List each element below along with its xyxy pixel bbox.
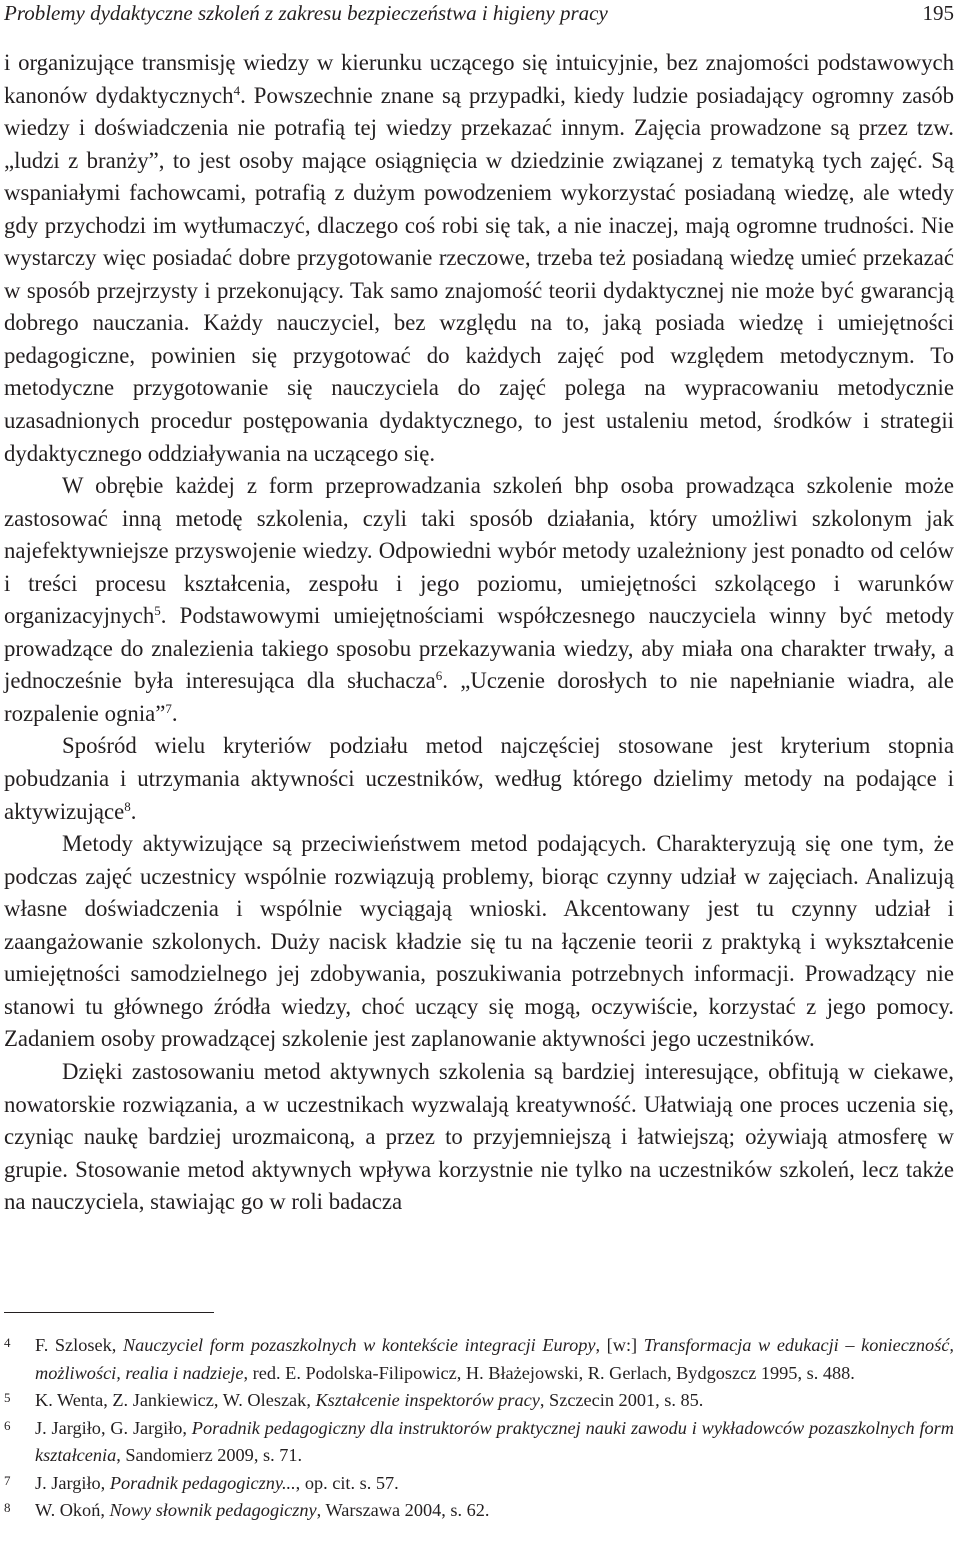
footnote-reference: 6 (435, 668, 443, 684)
footnote-number: 6 (4, 1417, 11, 1433)
text-run: i organizujące transmisję wiedzy w kierunku uczącego się intuicyjnie, bez znajomości podstawowych kanonów dydaktycznych (4, 50, 954, 108)
text-run: , op. cit. s. 57. (295, 1472, 399, 1493)
body-paragraph (4, 470, 954, 730)
body-text (4, 47, 954, 1219)
footnote-reference: 7 (165, 700, 172, 716)
footnote-reference: 5 (154, 603, 161, 619)
running-title: Problemy dydaktyczne szkoleń z zakresu bezpieczeństwa i higieny pracy (4, 1, 608, 25)
footnote (4, 1332, 954, 1387)
italic-title: Kształcenie inspektorów pracy (315, 1390, 540, 1410)
text-run: Spośród wielu kryteriów podziału metod najczęściej stosowane jest kryterium stopnia pobudzania i utrzymania aktywności uczestników, według którego dzielimy metody na podające i aktywizujące (4, 733, 954, 824)
text-run: , [w:] (595, 1335, 644, 1355)
italic-title: Nauczyciel form pozaszkolnych w kontekście integracji Europy (122, 1335, 596, 1355)
text-run: J. Jargiło, G. Jargiło, (35, 1417, 192, 1438)
body-paragraph (4, 730, 954, 828)
footnote-separator (4, 1312, 214, 1313)
text-run: , red. E. Podolska-Filipowicz, H. Błażejowski, R. Gerlach, Bydgoszcz 1995, s. 488. (243, 1362, 855, 1383)
italic-title: Transformacja w edukacji – konieczność, możliwości, realia i nadzieje (35, 1335, 954, 1383)
body-paragraph (4, 1056, 954, 1219)
text-run: , Warszawa 2004, s. 62. (316, 1500, 490, 1520)
body-paragraph (4, 828, 954, 1056)
text-run: K. Wenta, Z. Jankiewicz, W. Oleszak, (35, 1390, 316, 1410)
italic-title: Nowy słownik pedagogiczny (109, 1500, 317, 1520)
footnote-number: 7 (4, 1472, 11, 1488)
text-run: , Szczecin 2001, s. 85. (539, 1390, 704, 1410)
text-run: . (171, 700, 178, 726)
text-run: W. Okoń, (35, 1500, 110, 1520)
italic-title: Poradnik pedagogiczny... (109, 1472, 296, 1493)
text-run: Metody aktywizujące są przeciwieństwem metod podających. Charakteryzują się one tym, że podczas zajęć uczestnicy wspólnie rozwiązują problemy, biorąc czynny udział w zajęciach. Analizują własne doświadczenia i wspólnie wyciągają wnioski. Akcentowany jest tu czynny udział i zaangażowanie szkolonych. Duży nacisk kładzie się tu na łączenie teorii z praktyką i wykształcenie umiejętności samodzielnego jej zdobywania, poszukiwania potrzebnych informacji. Prowadzący nie stanowi tu głównego źródła wiedzy, choć uczący się mogą, oczywiście, korzystać z jego pomocy. Zadaniem osoby prowadzącej szkolenie jest zaplanowanie aktywności jego uczestników. (4, 831, 954, 1052)
page-number: 195 (922, 1, 954, 25)
footnote-number: 5 (4, 1390, 11, 1405)
footnote-number: 8 (4, 1500, 11, 1515)
footnotes (4, 1332, 954, 1525)
text-run: . „Uczenie dorosłych to nie napełnianie wiadra, ale rozpalenie ognia” (4, 668, 954, 726)
footnote (4, 1470, 954, 1498)
text-run: . (130, 798, 137, 824)
text-run: J. Jargiło, (35, 1472, 110, 1493)
text-run: Dzięki zastosowaniu metod aktywnych szkolenia są bardziej interesujące, obfitują w ciekawe, nowatorskie rozwiązania, a w uczestnikach wyzwalają kreatywność. Ułatwiają one proces uczenia się, czyniąc naukę bardziej urozmaiconą, a przez to przyjemniejszą i łatwiejszą; ożywiają atmosferę w grupie. Stosowanie metod aktywnych wpływa korzystnie nie tylko na uczestników szkoleń, lecz także na nauczyciela, stawiając go w roli badacza (4, 1058, 954, 1215)
body-paragraph (4, 47, 954, 470)
running-header (4, 1, 954, 29)
footnote-reference: 4 (233, 82, 241, 98)
text-run: . Powszechnie znane są przypadki, kiedy ludzie posiadający ogromny zasób wiedzy i doświadczenia nie potrafią tej wiedzy przekazać innym. Zajęcia prowadzone są przez tzw. „ludzi z branży”, to jest osoby mające osiągnięcia w dziedzinie związanej z tematyką tych zajęć. Są wspaniałymi fachowcami, potrafią z dużym powodzeniem wykorzystać posiadaną wiedzę, ale wtedy gdy przychodzi im wytłumaczyć, dlaczego coś robi się tak, a nie inaczej, mają ogromne trudności. Nie wystarczy więc posiadać dobre przygotowanie rzeczowe, trzeba też posiadaną wiedzę umieć przekazać w sposób przejrzysty i przekonujący. Tak samo znajomość teorii dydaktycznej nie może być gwarancją dobrego nauczania. Każdy nauczyciel, bez względu na to, jaką posiada wiedzę i umiejętności pedagogiczne, powinien się przygotować do każdych zajęć pod względem metodycznym. To metodyczne przygotowanie się nauczyciela do zajęć polega na wypracowaniu metodycznie uzasadnionych procedur postępowania dydaktycznego, to jest ustaleniu metod, środków i strategii dydaktycznego oddziaływania na uczącego się. (4, 82, 954, 466)
footnote-reference: 8 (124, 798, 131, 814)
italic-title: Poradnik pedagogiczny dla instruktorów praktycznej nauki zawodu i wykładowców pozaszkolnych form kształcenia (35, 1417, 955, 1465)
footnote-number: 4 (4, 1335, 11, 1350)
footnote (4, 1497, 954, 1525)
text-run: F. Szlosek, (35, 1335, 123, 1355)
text-run: W obrębie każdej z form przeprowadzania szkoleń bhp osoba prowadząca szkolenie może zastosować inną metodę szkolenia, czyli taki sposób działania, który umożliwi szkolonym jak najefektywniejsze przyswojenie wiedzy. Odpowiedni wybór metody uzależniony jest ponadto od celów i treści procesu kształcenia, zespołu i jego poziomu, umiejętności szkolącego i warunków organizacyjnych (4, 473, 954, 629)
text-run: , Sandomierz 2009, s. 71. (116, 1445, 303, 1465)
text-run: . Podstawowymi umiejętnościami współczesnego nauczyciela winny być metody prowadzące do znalezienia takiego sposobu przekazywania wiedzy, aby miała ona charakter trwały, a jednocześnie była interesująca dla słuchacza (4, 603, 954, 694)
footnote (4, 1387, 954, 1415)
footnote (4, 1415, 954, 1470)
